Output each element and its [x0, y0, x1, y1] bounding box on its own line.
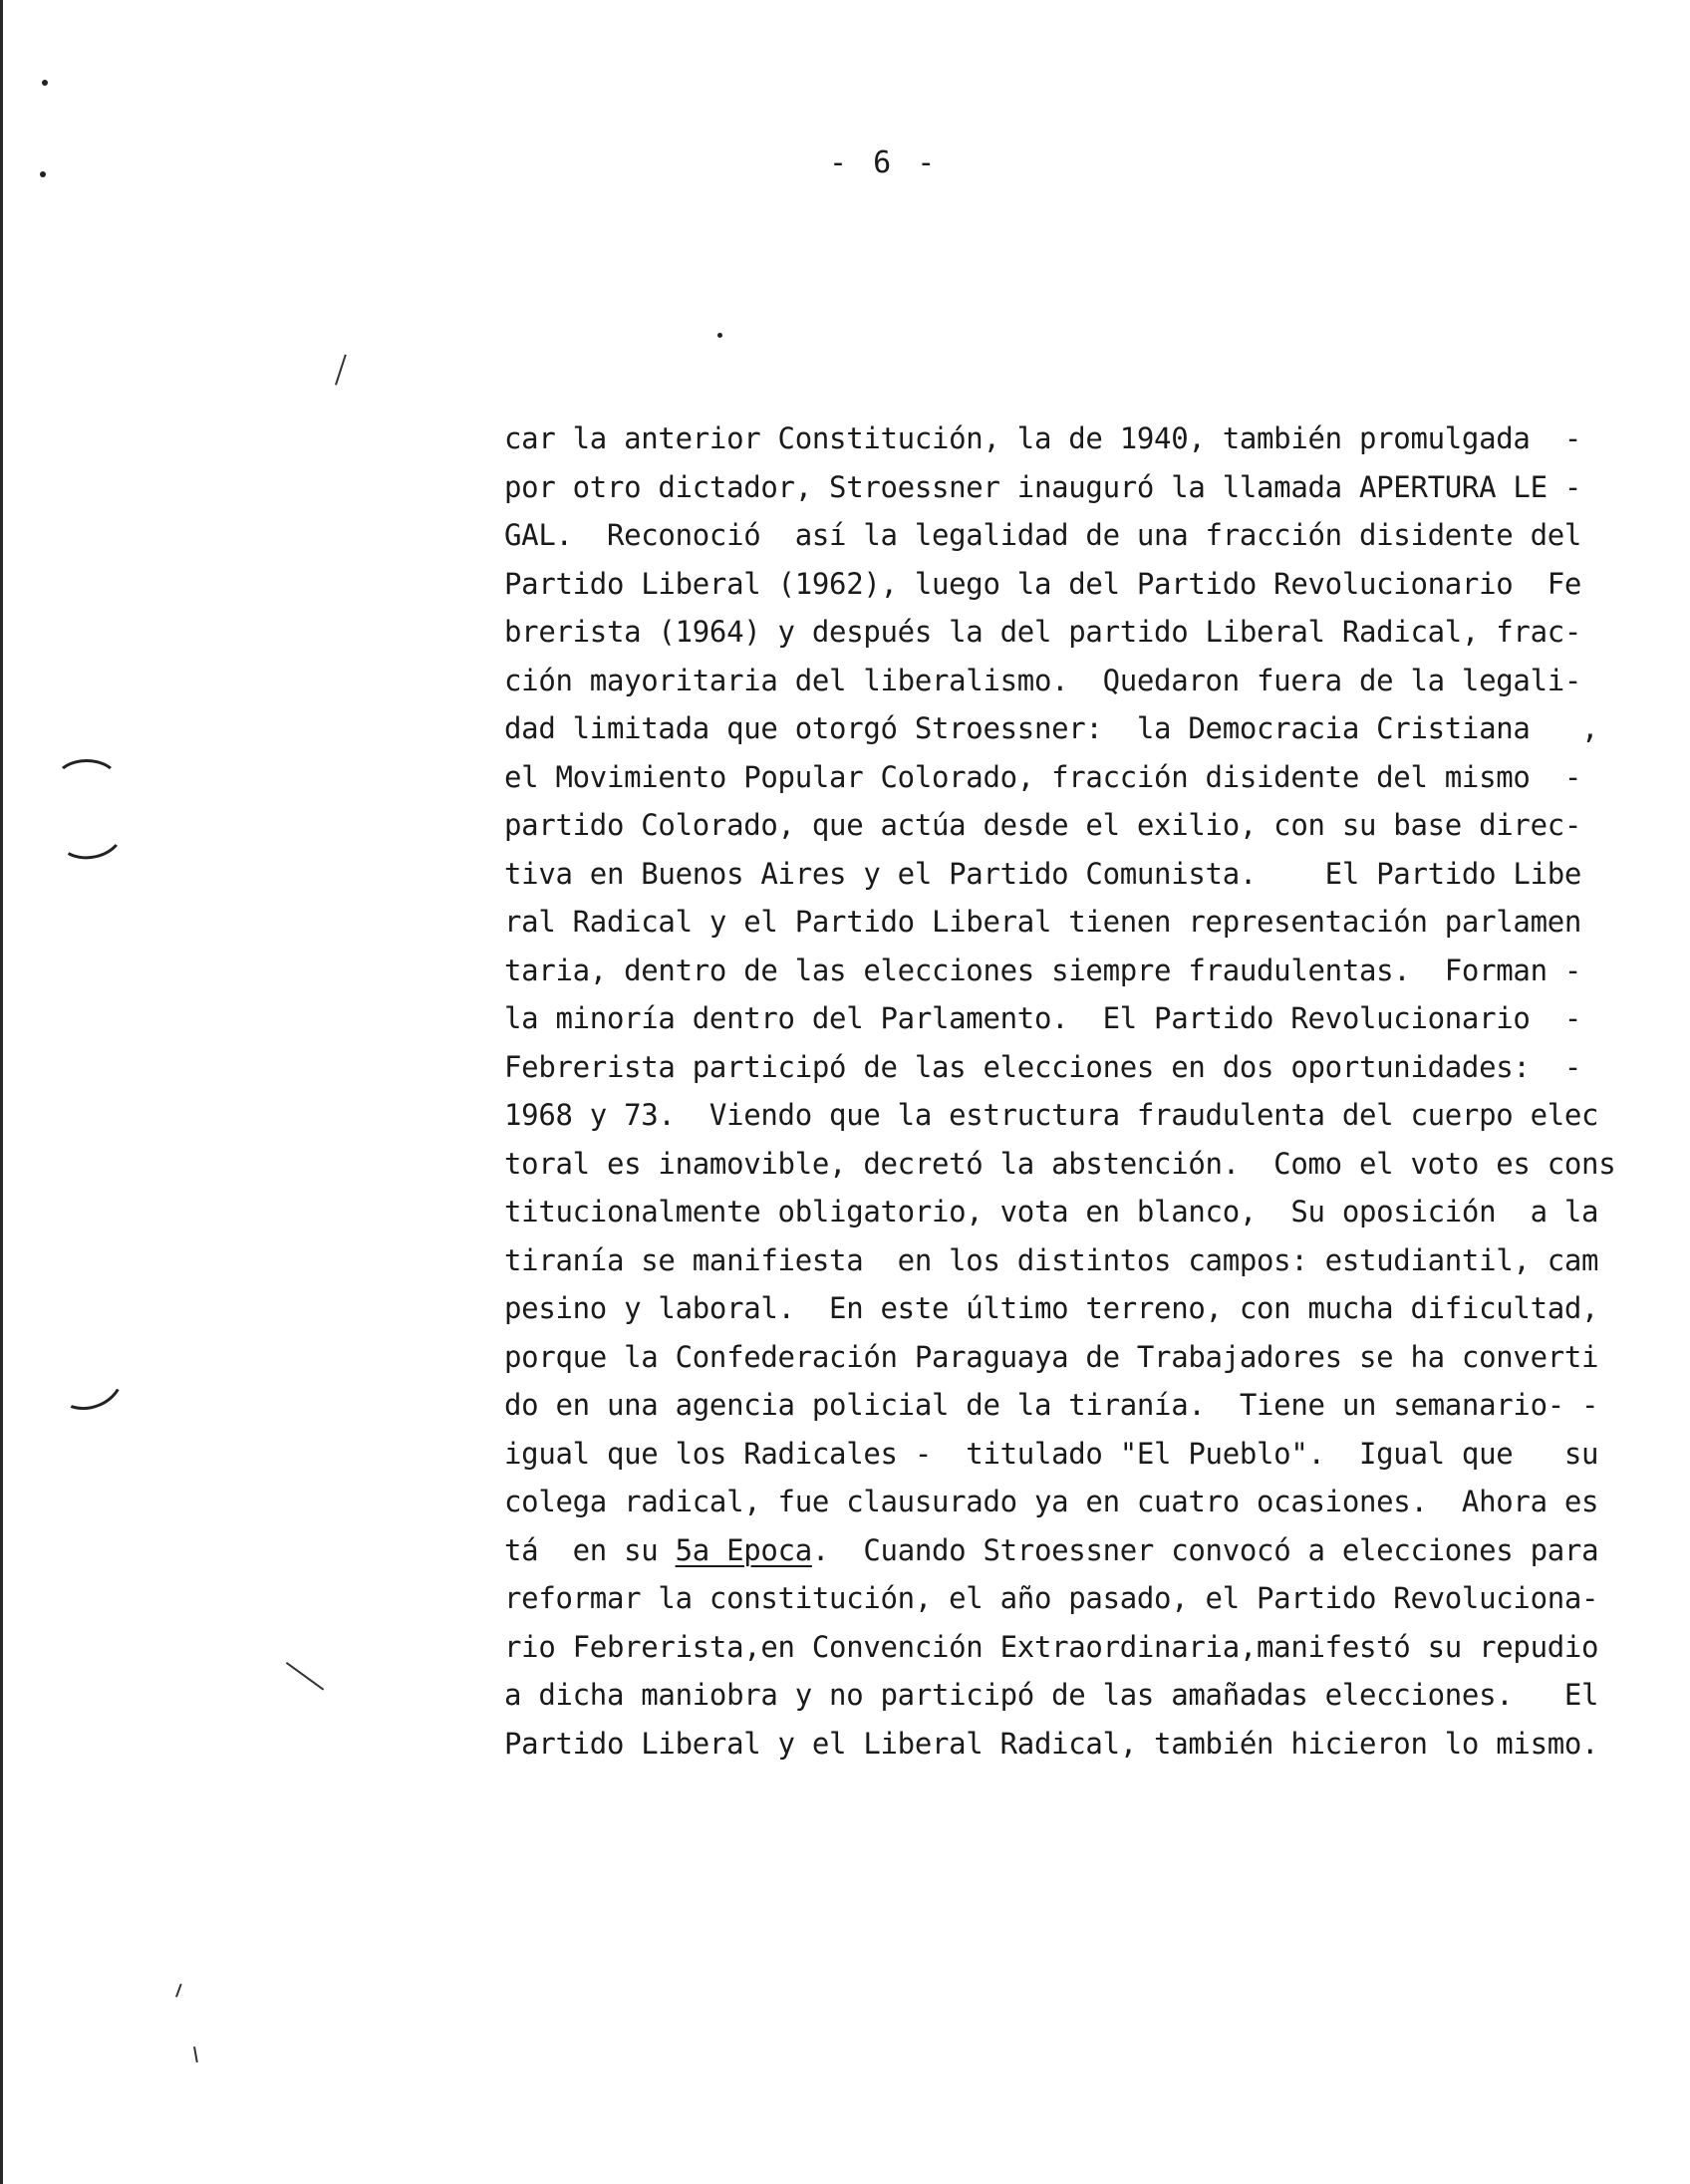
text-segment: rio Febrerista,en Convención Extraordinaria,manifestó su repudio: [504, 1629, 1599, 1664]
text-line: [504, 850, 1600, 899]
text-line: [504, 1430, 1600, 1479]
underlined-text: 5a Epoca: [675, 1532, 812, 1567]
scan-stroke: [193, 2047, 198, 2062]
text-segment: colega radical, fue clausurado ya en cuatro ocasiones. Ahora es: [504, 1485, 1599, 1518]
punch-hole-arc: [52, 803, 128, 864]
text-line: [504, 560, 1600, 609]
text-line: [504, 1188, 1600, 1236]
text-segment: taria, dentro de las elecciones siempre fraudulentas. Forman -: [504, 953, 1582, 987]
text-line: [504, 1284, 1600, 1333]
text-segment: reformar la constitución, el año pasado, el Partido Revoluciona-: [504, 1581, 1599, 1615]
text-line: [504, 1574, 1600, 1623]
page-number: - 6 -: [829, 145, 940, 180]
body-text: [504, 414, 1616, 1768]
text-line: [504, 1381, 1600, 1430]
text-segment: ral Radical y el Partido Liberal tienen representación parlamen: [504, 905, 1582, 939]
text-segment: brerista (1964) y después la del partido Liberal Radical, frac-: [504, 615, 1582, 649]
text-line: [504, 1236, 1600, 1285]
text-line: [504, 657, 1600, 705]
punch-hole-arc: [47, 1345, 131, 1420]
text-segment: tá en su: [504, 1532, 676, 1567]
text-line: [504, 1043, 1600, 1092]
text-line: [504, 1091, 1600, 1140]
text-line: [504, 947, 1600, 995]
text-line: [504, 801, 1600, 850]
text-segment: 1968 y 73. Viendo que la estructura fraudulenta del cuerpo elec: [504, 1098, 1599, 1132]
text-segment: a dicha maniobra y no participó de las amañadas elecciones. El: [504, 1678, 1599, 1712]
text-segment: titucionalmente obligatorio, vota en blanco, Su oposición a la: [504, 1195, 1599, 1228]
text-segment: igual que los Radicales - titulado "El Pueblo". Igual que su: [504, 1436, 1599, 1471]
text-line: [504, 1720, 1600, 1769]
text-line: [504, 1333, 1600, 1382]
text-segment: el Movimiento Popular Colorado, fracción disidente del mismo -: [504, 759, 1582, 794]
scan-dot: [42, 80, 48, 86]
text-line: [504, 1140, 1616, 1189]
scan-stroke: [335, 355, 347, 386]
text-segment: Partido Liberal y el Liberal Radical, también hicieron lo mismo.: [504, 1726, 1599, 1761]
scan-dot: [40, 171, 46, 177]
text-segment: GAL. Reconoció así la legalidad de una fracción disidente del: [504, 518, 1582, 552]
text-segment: por otro dictador, Stroessner inauguró la llamada APERTURA LE -: [504, 469, 1582, 504]
text-segment: Febrerista participó de las elecciones en dos oportunidades: -: [504, 1049, 1582, 1084]
text-line: [504, 753, 1600, 802]
text-segment: tiranía se manifiesta en los distintos campos: estudiantil, cam: [504, 1242, 1599, 1277]
text-line: [504, 414, 1600, 463]
text-line: [504, 608, 1600, 657]
text-line: [504, 1623, 1600, 1672]
text-line: [504, 1526, 1600, 1575]
scan-dot: [717, 333, 722, 338]
text-line: [504, 463, 1600, 512]
scan-stroke: [286, 1662, 324, 1691]
text-line: [504, 511, 1600, 560]
text-segment: car la anterior Constitución, la de 1940, también promulgada -: [504, 421, 1582, 455]
text-segment: dad limitada que otorgó Stroessner: la Democracia Cristiana ,: [504, 711, 1599, 745]
text-segment: porque la Confederación Paraguaya de Trabajadores se ha converti: [504, 1339, 1599, 1374]
text-line: [504, 1671, 1600, 1720]
text-line: [504, 898, 1600, 947]
text-line: [504, 994, 1600, 1043]
text-segment: Partido Liberal (1962), luego la del Partido Revolucionario Fe: [504, 566, 1582, 601]
punch-hole-arc: [54, 759, 120, 805]
text-line: [504, 1478, 1600, 1526]
text-segment: tiva en Buenos Aires y el Partido Comunista. El Partido Libe: [504, 856, 1582, 891]
text-segment: pesino y laboral. En este último terreno, con mucha dificultad,: [504, 1291, 1599, 1325]
page-left-edge: [0, 0, 3, 2184]
text-segment: la minoría dentro del Parlamento. El Partido Revolucionario -: [504, 1001, 1582, 1035]
text-segment: . Cuando Stroessner convocó a elecciones para: [811, 1532, 1599, 1567]
text-segment: partido Colorado, que actúa desde el exilio, con su base direc-: [504, 808, 1582, 842]
text-segment: do en una agencia policial de la tiranía. Tiene un semanario- -: [504, 1388, 1599, 1422]
text-segment: toral es inamovible, decretó la abstención. Como el voto es cons: [504, 1146, 1616, 1181]
text-line: [504, 704, 1600, 753]
scan-stroke: [175, 1984, 182, 1998]
text-segment: ción mayoritaria del liberalismo. Quedaron fuera de la legali-: [504, 663, 1582, 697]
